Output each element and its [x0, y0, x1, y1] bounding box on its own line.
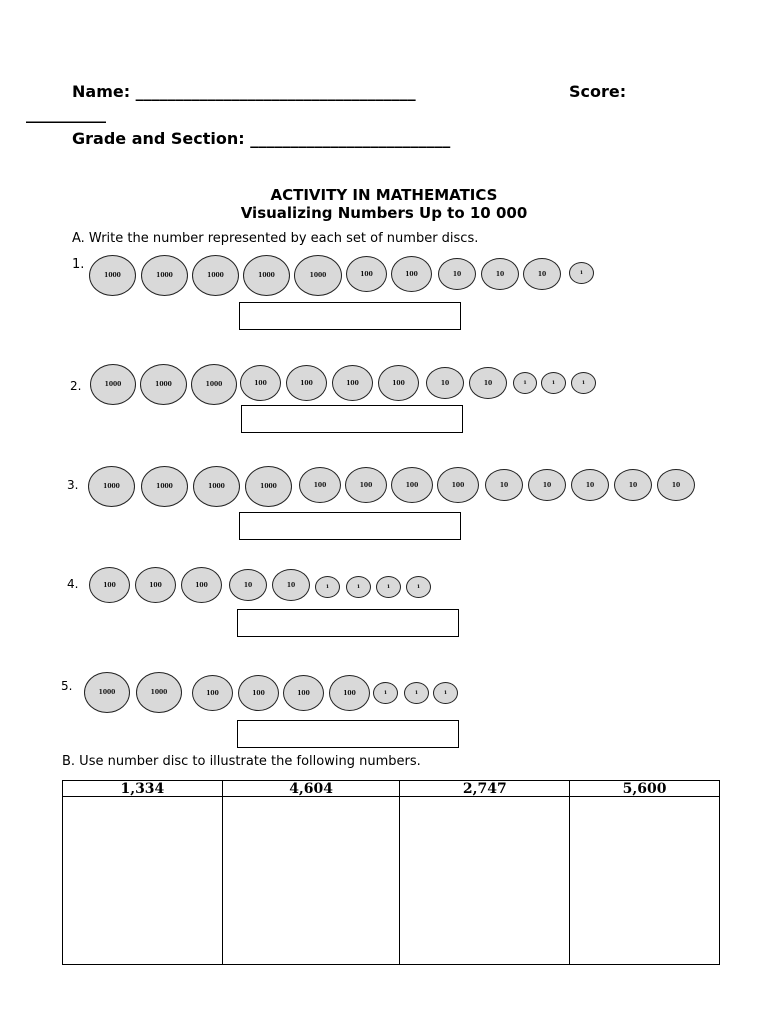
number-disc: 100	[135, 567, 176, 603]
drawing-cell-3[interactable]	[400, 797, 570, 965]
number-disc: 10	[426, 367, 464, 399]
number-disc: 100	[391, 467, 433, 503]
number-disc: 10	[469, 367, 507, 399]
number-disc: 1000	[141, 466, 188, 507]
activity-subtitle: Visualizing Numbers Up to 10 000	[240, 204, 528, 222]
number-disc: 100	[346, 256, 387, 292]
number-disc: 1000	[192, 255, 239, 296]
number-disc: 10	[528, 469, 566, 501]
number-disc: 1000	[243, 255, 290, 296]
number-disc: 10	[438, 258, 476, 290]
item-2-answer-box[interactable]	[241, 405, 463, 433]
column-header-3: 2,747	[400, 781, 570, 797]
grade-section-field-label: Grade and Section: _________________________	[72, 129, 451, 148]
number-disc: 1	[541, 372, 566, 394]
number-disc: 1	[376, 576, 401, 598]
number-disc: 100	[89, 567, 130, 603]
number-disc: 1	[406, 576, 431, 598]
item-5-answer-box[interactable]	[237, 720, 459, 748]
number-disc: 1	[404, 682, 429, 704]
number-disc: 100	[378, 365, 419, 401]
number-disc: 1000	[141, 255, 188, 296]
number-disc: 1	[433, 682, 458, 704]
item-1-number: 1.	[72, 257, 85, 272]
score-line: __________	[26, 104, 106, 123]
number-disc: 100	[181, 567, 222, 603]
number-disc: 1000	[245, 466, 292, 507]
number-disc: 1	[315, 576, 340, 598]
number-disc: 100	[240, 365, 281, 401]
number-disc: 1000	[89, 255, 136, 296]
number-disc: 10	[523, 258, 561, 290]
item-5-number: 5.	[61, 679, 73, 693]
number-disc: 100	[283, 675, 324, 711]
item-3-answer-box[interactable]	[239, 512, 461, 540]
item-3-number: 3.	[67, 478, 79, 492]
number-disc: 10	[614, 469, 652, 501]
column-header-4: 5,600	[570, 781, 720, 797]
illustration-table	[62, 780, 720, 965]
number-disc: 100	[299, 467, 341, 503]
number-disc: 10	[485, 469, 523, 501]
number-disc: 1000	[84, 672, 130, 713]
part-a-instruction: A. Write the number represented by each set of number discs.	[72, 231, 479, 246]
name-field-label: Name: ___________________________________	[72, 82, 416, 101]
item-2-number: 2.	[70, 379, 82, 393]
number-disc: 1000	[90, 364, 136, 405]
number-disc: 10	[571, 469, 609, 501]
column-header-1: 1,334	[63, 781, 223, 797]
number-disc: 100	[192, 675, 233, 711]
activity-title: ACTIVITY IN MATHEMATICS	[270, 186, 498, 204]
number-disc: 1	[346, 576, 371, 598]
number-disc: 100	[238, 675, 279, 711]
number-disc: 100	[286, 365, 327, 401]
item-1-answer-box[interactable]	[239, 302, 461, 330]
number-disc: 1000	[88, 466, 135, 507]
drawing-cell-4[interactable]	[570, 797, 720, 965]
drawing-cell-1[interactable]	[63, 797, 223, 965]
number-disc: 1000	[294, 255, 342, 296]
drawing-cell-2[interactable]	[222, 797, 400, 965]
number-disc: 10	[481, 258, 519, 290]
number-disc: 100	[391, 256, 432, 292]
number-disc: 10	[229, 569, 267, 601]
number-disc: 1000	[140, 364, 187, 405]
number-disc: 10	[657, 469, 695, 501]
number-disc: 1	[571, 372, 596, 394]
number-disc: 1000	[136, 672, 182, 713]
number-disc: 1	[569, 262, 594, 284]
part-b-instruction: B. Use number disc to illustrate the following numbers.	[62, 754, 421, 769]
number-disc: 1	[373, 682, 398, 704]
number-disc: 100	[345, 467, 387, 503]
column-header-2: 4,604	[222, 781, 400, 797]
item-4-answer-box[interactable]	[237, 609, 459, 637]
score-label: Score:	[569, 82, 627, 101]
number-disc: 10	[272, 569, 310, 601]
number-disc: 1000	[191, 364, 237, 405]
number-disc: 100	[437, 467, 479, 503]
number-disc: 100	[332, 365, 373, 401]
number-disc: 1	[513, 372, 537, 394]
number-disc: 1000	[193, 466, 240, 507]
item-4-number: 4.	[67, 577, 79, 591]
number-disc: 100	[329, 675, 370, 711]
